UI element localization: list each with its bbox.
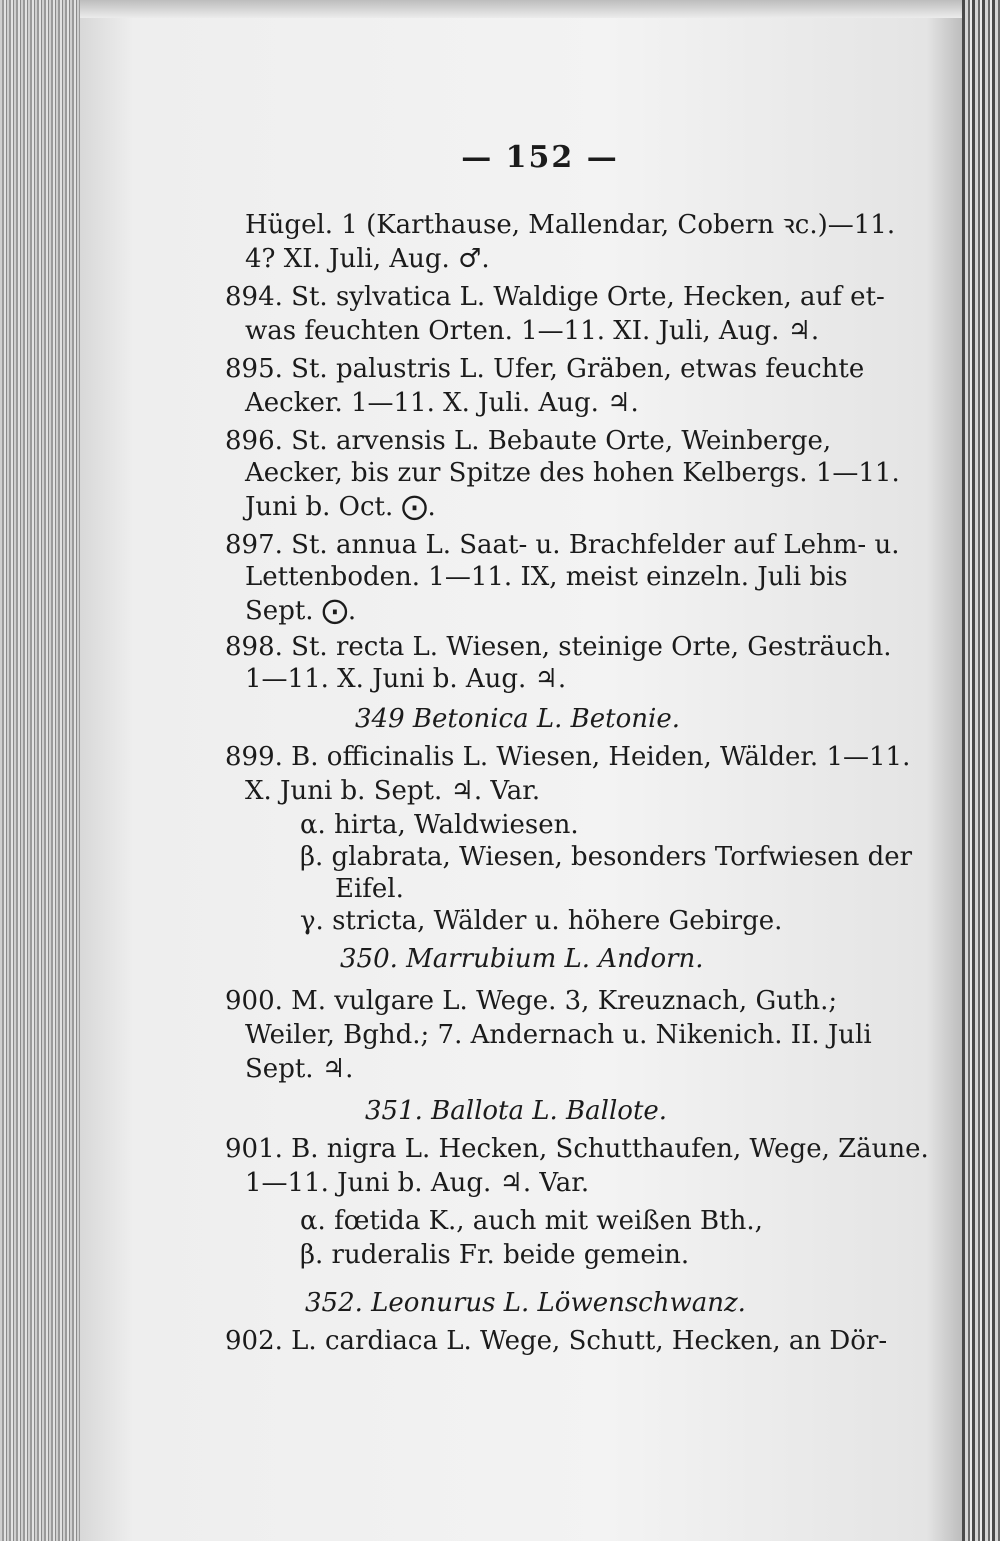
genus-heading: 349 Betonica L. Betonie. <box>355 704 680 734</box>
text-line: Eifel. <box>335 874 404 904</box>
species-entry: 898. St. recta L. Wiesen, steinige Orte, Gesträuch. <box>225 632 892 662</box>
species-entry: 894. St. sylvatica L. Waldige Orte, Hecken, auf et- <box>225 282 885 312</box>
variety-line: α. fœtida K., auch mit weißen Bth., <box>300 1206 763 1236</box>
text-line: Sept. ♃. <box>245 1054 354 1084</box>
genus-heading: 351. Ballota L. Ballote. <box>365 1096 668 1126</box>
variety-line: α. hirta, Waldwiesen. <box>300 810 579 840</box>
page-top-shadow <box>80 0 962 18</box>
text-line: Lettenboden. 1—11. IX, meist einzeln. Juli bis <box>245 562 848 592</box>
variety-line: β. ruderalis Fr. beide gemein. <box>300 1240 690 1270</box>
text-line: Aecker. 1—11. X. Juli. Aug. ♃. <box>245 388 639 418</box>
variety-line: γ. stricta, Wälder u. höhere Gebirge. <box>300 906 783 936</box>
text-line: Juni b. Oct. ⨀. <box>245 492 436 522</box>
text-line: 1—11. Juni b. Aug. ♃. Var. <box>245 1168 590 1198</box>
book-right-edge <box>962 0 1000 1541</box>
species-entry: 896. St. arvensis L. Bebaute Orte, Weinberge, <box>225 426 832 456</box>
genus-heading: 350. Marrubium L. Andorn. <box>340 944 704 974</box>
text-line: X. Juni b. Sept. ♃. Var. <box>245 776 541 806</box>
text-line: Aecker, bis zur Spitze des hohen Kelbergs. 1—11. <box>245 458 900 488</box>
text-line: 1—11. X. Juni b. Aug. ♃. <box>245 664 567 694</box>
species-entry: 899. B. officinalis L. Wiesen, Heiden, Wälder. 1—11. <box>225 742 911 772</box>
text-line: Hügel. 1 (Karthause, Mallendar, Cobern ꝛc.)—11. <box>245 210 896 240</box>
text-line: Weiler, Bghd.; 7. Andernach u. Nikenich. II. Juli <box>245 1020 872 1050</box>
species-entry: 901. B. nigra L. Hecken, Schutthaufen, Wege, Zäune. <box>225 1134 929 1164</box>
variety-line: β. glabrata, Wiesen, besonders Torfwiesen der <box>300 842 913 872</box>
species-entry: 900. M. vulgare L. Wege. 3, Kreuznach, Guth.; <box>225 986 838 1016</box>
text-line: 4? XI. Juli, Aug. ♂. <box>245 244 490 274</box>
genus-heading: 352. Leonurus L. Löwenschwanz. <box>305 1288 746 1318</box>
book-page-edges <box>0 0 80 1541</box>
text-line: Sept. ⨀. <box>245 596 357 626</box>
page-number: — 152 — <box>461 140 619 175</box>
text-line: was feuchten Orten. 1—11. XI. Juli, Aug. ♃. <box>245 316 820 346</box>
species-entry: 902. L. cardiaca L. Wege, Schutt, Hecken, an Dör- <box>225 1326 888 1356</box>
species-entry: 895. St. palustris L. Ufer, Gräben, etwas feuchte <box>225 354 865 384</box>
species-entry: 897. St. annua L. Saat- u. Brachfelder auf Lehm- u. <box>225 530 900 560</box>
